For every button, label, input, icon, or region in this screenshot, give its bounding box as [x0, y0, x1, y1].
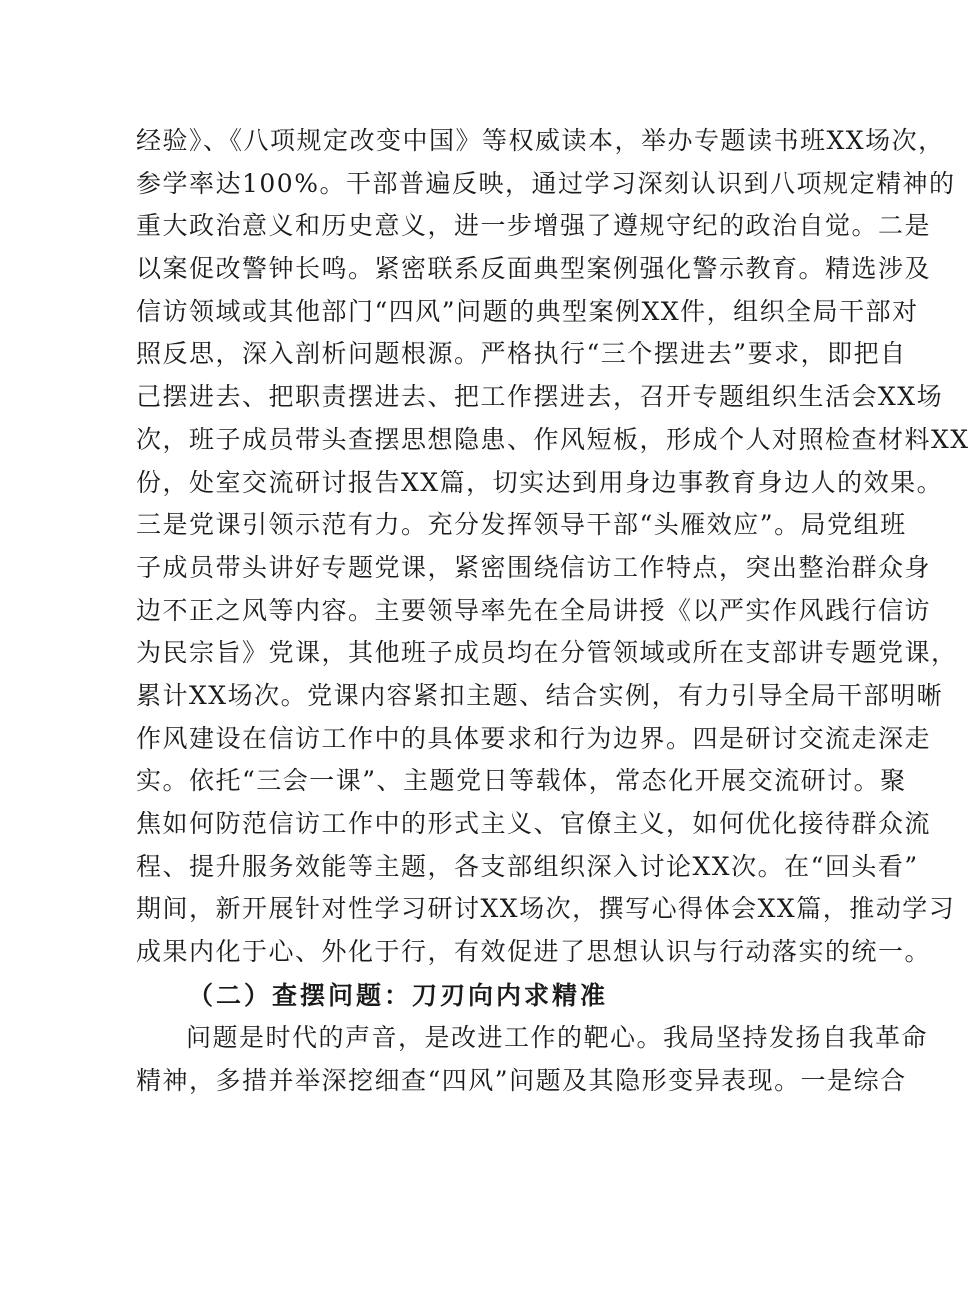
paragraph-line: 照反思，深入剖析问题根源。严格执行“三个摆进去”要求，即把自 — [136, 339, 907, 369]
document-body — [136, 120, 970, 1103]
paragraph-line: 为民宗旨》党课，其他班子成员均在分管领域或所在支部讲专题党课， — [136, 638, 958, 668]
paragraph-line: 份，处室交流研讨报告XX篇，切实达到用身边事教育身边人的效果。 — [136, 467, 944, 497]
paragraph-line: 焦如何防范信访工作中的形式主义、官僚主义，如何优化接待群众流 — [136, 809, 932, 838]
paragraph-line: 精神，多措并举深挖细查“四风”问题及其隐形变异表现。一是综合 — [136, 1066, 907, 1096]
paragraph-line: 作风建设在信访工作中的具体要求和行为边界。四是研讨交流走深走 — [136, 723, 932, 753]
paragraph-line: 边不正之风等内容。主要领导率先在全局讲授《以严实作风践行信访 — [136, 595, 932, 625]
paragraph-line: 成果内化于心、外化于行，有效促进了思想认识与行动落实的统一。 — [136, 937, 932, 967]
paragraph-line: 己摆进去、把职责摆进去、把工作摆进去，召开专题组织生活会XX场 — [136, 382, 944, 412]
paragraph-line: 子成员带头讲好专题党课，紧密围绕信访工作特点，突出整治群众身 — [136, 552, 932, 582]
paragraph-line: 问题是时代的声音，是改进工作的靶心。我局坚持发扬自我革命 — [186, 1023, 929, 1053]
paragraph-line: 实。依托“三会一课”、主题党日等载体，常态化开展交流研讨。聚 — [136, 766, 907, 796]
paragraph-line: 累计XX场次。党课内容紧扣主题、结合实例，有力引导全局干部明晰 — [136, 680, 944, 710]
paragraph-line: 程、提升服务效能等主题，各支部组织深入讨论XX次。在“回头看” — [136, 851, 919, 881]
paragraph-line: 重大政治意义和历史意义，进一步增强了遵规守纪的政治自觉。二是 — [136, 211, 932, 241]
paragraph-line: 信访领域或其他部门“四风”问题的典型案例XX件，组织全局干部对 — [136, 296, 919, 326]
paragraph-line: 经验》、《八项规定改变中国》等权威读本，举办专题读书班XX场次， — [136, 126, 945, 155]
paragraph-line: 期间，新开展针对性学习研讨XX场次，撰写心得体会XX篇，推动学习 — [136, 894, 956, 924]
section-heading: （二）查摆问题：刀刃向内求精准 — [188, 980, 609, 1010]
paragraph-line: 以案促改警钟长鸣。紧密联系反面典型案例强化警示教育。精选涉及 — [136, 254, 932, 284]
paragraph-line: 次，班子成员带头查摆思想隐患、作风短板，形成个人对照检查材料XX — [136, 424, 970, 454]
paragraph-line: 三是党课引领示范有力。充分发挥领导干部“头雁效应”。局党组班 — [136, 510, 907, 540]
paragraph-line: 参学率达100%。干部普遍反映，通过学习深刻认识到八项规定精神的 — [136, 168, 956, 198]
